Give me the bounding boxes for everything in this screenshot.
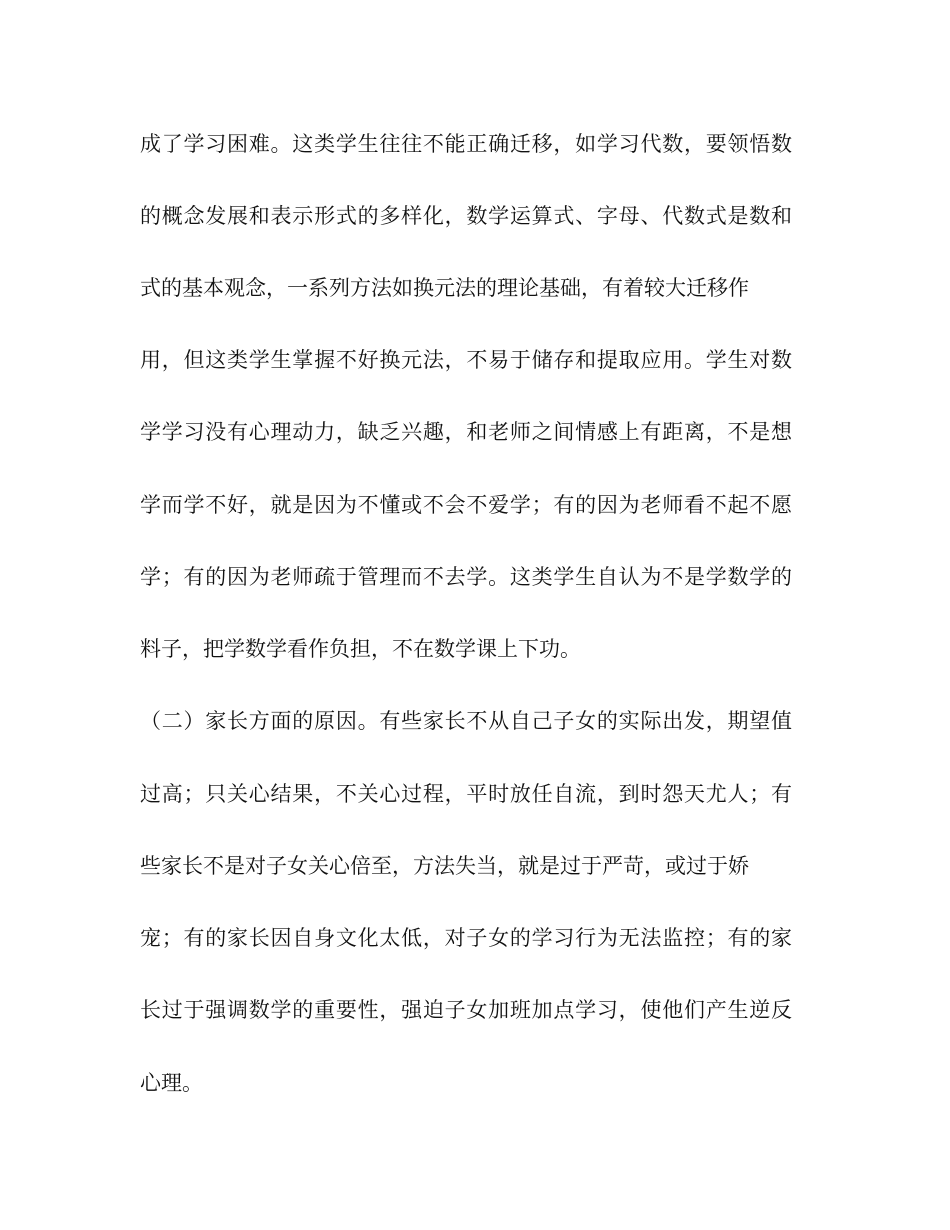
text-line: 成了学习困难。这类学生往往不能正确迁移，如学习代数，要领悟数	[140, 132, 792, 156]
text-line: 的概念发展和表示形式的多样化，数学运算式、字母、代数式是数和	[140, 204, 792, 228]
text-line: 过高；只关心结果，不关心过程，平时放任自流，到时怨天尤人；有	[140, 782, 792, 806]
text-line: 长过于强调数学的重要性，强迫子女加班加点学习，使他们产生逆反	[140, 998, 792, 1022]
text-line: 宠；有的家长因自身文化太低，对子女的学习行为无法监控；有的家	[140, 926, 792, 950]
text-line: （二）家长方面的原因。有些家长不从自己子女的实际出发，期望值	[140, 709, 792, 733]
text-line: 心理。	[140, 1071, 203, 1095]
text-line: 料子，把学数学看作负担，不在数学课上下功。	[140, 637, 581, 661]
text-line: 学；有的因为老师疏于管理而不去学。这类学生自认为不是学数学的	[140, 565, 792, 589]
text-line: 学而学不好，就是因为不懂或不会不爱学；有的因为老师看不起不愿	[140, 493, 792, 517]
text-line: 用，但这类学生掌握不好换元法，不易于储存和提取应用。学生对数	[140, 348, 792, 372]
text-line: 式的基本观念，一系列方法如换元法的理论基础，有着较大迁移作	[140, 276, 749, 300]
text-line: 学学习没有心理动力，缺乏兴趣，和老师之间情感上有距离，不是想	[140, 420, 792, 444]
text-line: 些家长不是对子女关心倍至，方法失当，就是过于严苛，或过于娇	[140, 854, 749, 878]
